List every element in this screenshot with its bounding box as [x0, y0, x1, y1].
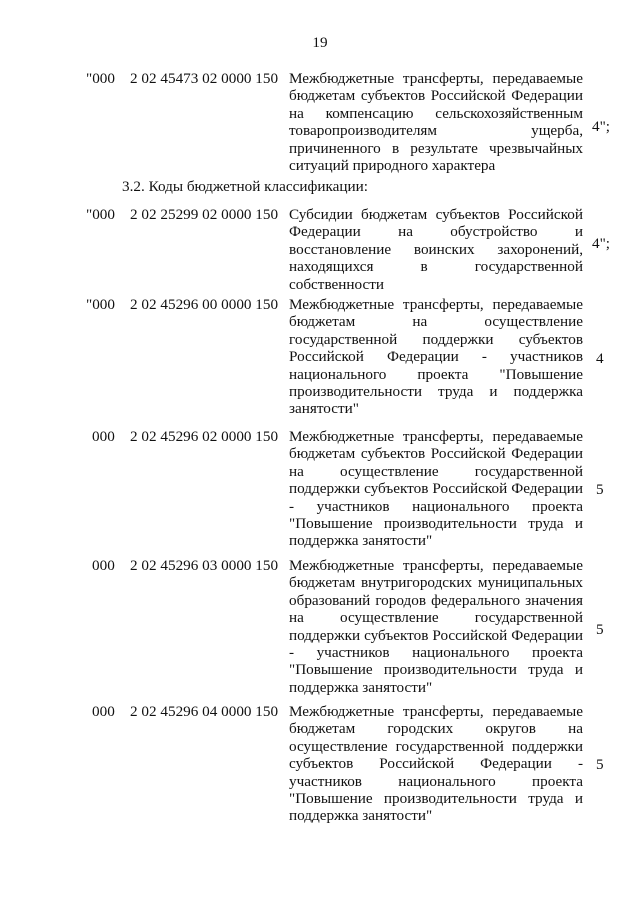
budget-classification-code: 2 02 45473 02 0000 150	[130, 70, 279, 87]
budget-classification-code: 2 02 45296 03 0000 150	[130, 557, 279, 574]
admin-code: 000	[92, 428, 115, 445]
admin-code: "000	[86, 206, 115, 223]
admin-code: "000	[86, 296, 115, 313]
page-number: 19	[312, 34, 328, 51]
budget-classification-code: 2 02 45296 02 0000 150	[130, 428, 279, 445]
section-heading: 3.2. Коды бюджетной классификации:	[122, 178, 368, 195]
income-name: Межбюджетные трансферты, передаваемые бюджетам городских округов на осуществление государственной поддержки субъектов Российской Федерации - участников национального проекта "Повышение производительности труда и поддержка занятости"	[289, 703, 583, 825]
income-name: Межбюджетные трансферты, передаваемые бюджетам субъектов Российской Федерации на осуществление государственной поддержки субъектов Российской Федерации - участников национального проекта "Повышение производительности труда и поддержка занятости"	[289, 428, 583, 550]
budget-classification-code: 2 02 25299 02 0000 150	[130, 206, 279, 223]
budget-classification-code: 2 02 45296 00 0000 150	[130, 296, 279, 313]
row-value: 5	[596, 756, 604, 773]
row-value: 5	[596, 621, 604, 638]
income-name: Межбюджетные трансферты, передаваемые бюджетам на осуществление государственной поддержки субъектов Российской Федерации - участников национального проекта "Повышение производительности труда и поддержка занятости"	[289, 296, 583, 418]
income-name: Межбюджетные трансферты, передаваемые бюджетам внутригородских муниципальных образований городов федерального значения на осуществление государственной поддержки субъектов Российской Федерации - участников национального проекта "Повышение производительности труда и поддержка занятости"	[289, 557, 583, 696]
admin-code: 000	[92, 703, 115, 720]
row-value: 4	[596, 350, 604, 367]
income-name: Субсидии бюджетам субъектов Российской Федерации на обустройство и восстановление воинских захоронений, находящихся в государственной собственности	[289, 206, 583, 293]
budget-classification-code: 2 02 45296 04 0000 150	[130, 703, 279, 720]
admin-code: "000	[86, 70, 115, 87]
row-value: 4";	[592, 235, 611, 252]
admin-code: 000	[92, 557, 115, 574]
row-value: 4";	[592, 118, 611, 135]
row-value: 5	[596, 481, 604, 498]
income-name: Межбюджетные трансферты, передаваемые бюджетам субъектов Российской Федерации на компенсацию сельскохозяйственным товаропроизводителям ущерба, причиненного в результате чрезвычайных ситуаций природного характера	[289, 70, 583, 175]
